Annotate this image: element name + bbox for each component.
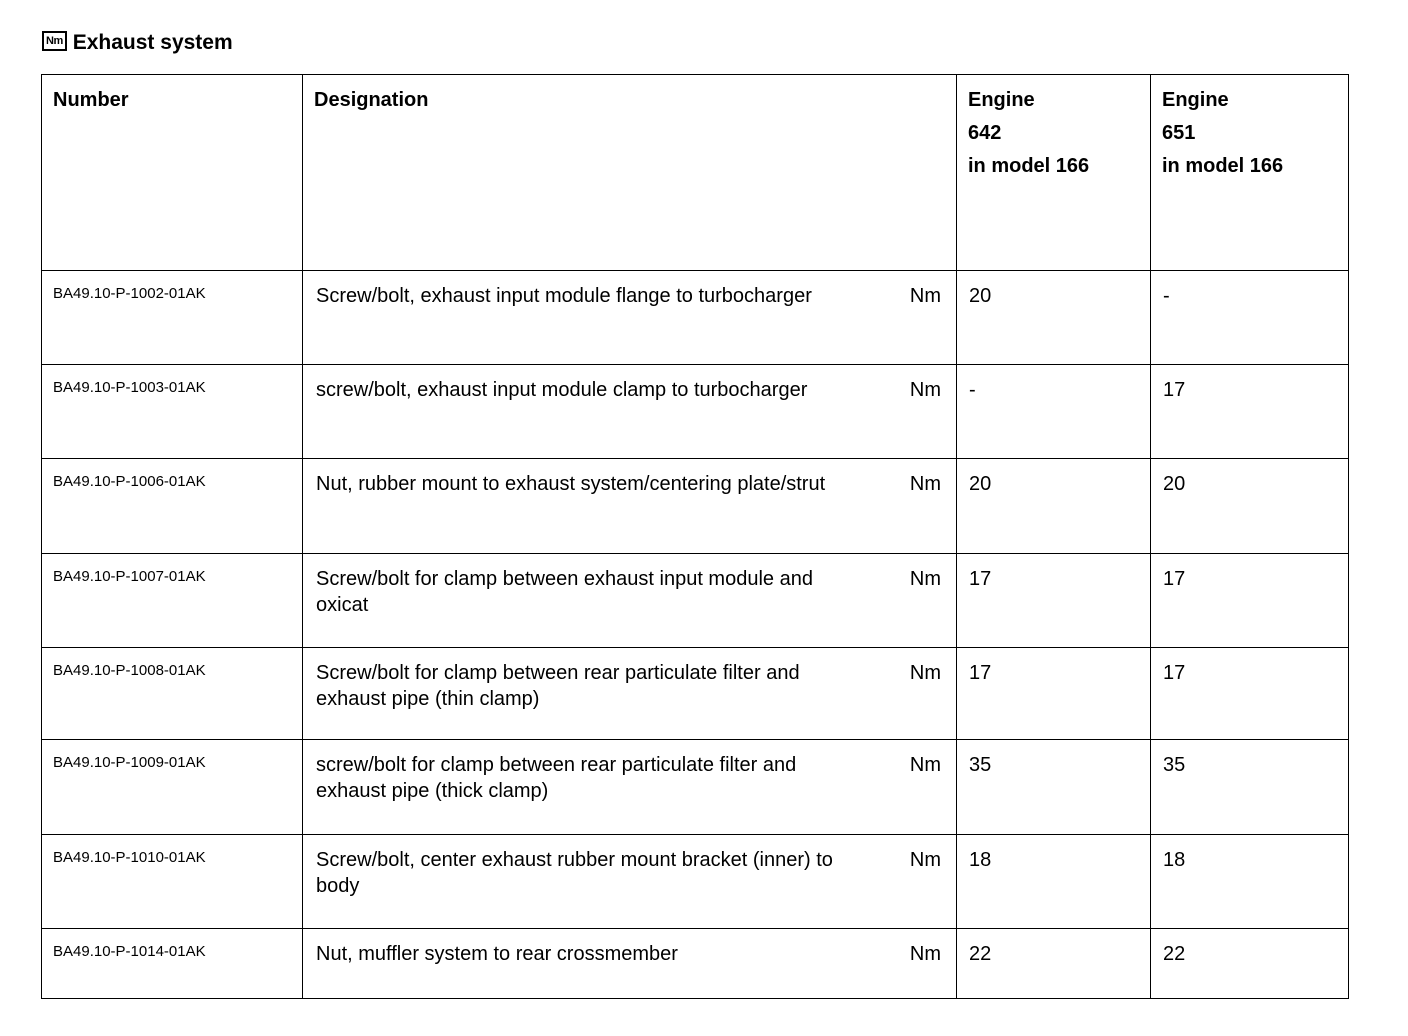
row-number: BA49.10-P-1003-01AK <box>42 365 303 459</box>
row-value-651: 18 <box>1151 835 1349 929</box>
row-designation <box>303 271 957 365</box>
row-designation <box>303 740 957 835</box>
unit-label: Nm <box>909 473 941 495</box>
header-number: Number <box>42 75 303 271</box>
row-designation <box>303 929 957 999</box>
row-designation <box>303 648 957 740</box>
row-value-651: - <box>1151 271 1349 365</box>
unit-label: Nm <box>909 285 941 307</box>
table-row <box>42 929 1349 999</box>
table-row <box>42 271 1349 365</box>
header-engine-642 <box>957 75 1151 271</box>
row-number: BA49.10-P-1009-01AK <box>42 740 303 835</box>
header-engine-642-line: Engine <box>968 89 1035 111</box>
row-number: BA49.10-P-1007-01AK <box>42 554 303 648</box>
table-row <box>42 459 1349 554</box>
unit-label: Nm <box>909 379 941 401</box>
designation-text: screw/bolt for clamp between rear particulate filter and exhaust pipe (thick clamp) <box>316 754 797 802</box>
header-engine-651 <box>1151 75 1349 271</box>
row-value-642: 20 <box>957 459 1151 554</box>
designation-text: Screw/bolt, center exhaust rubber mount bracket (inner) to body <box>316 849 833 897</box>
header-engine-642-line: in model 166 <box>968 155 1090 177</box>
row-number: BA49.10-P-1006-01AK <box>42 459 303 554</box>
unit-label: Nm <box>909 849 941 871</box>
row-designation <box>303 365 957 459</box>
row-value-651: 20 <box>1151 459 1349 554</box>
header-engine-651-line: in model 166 <box>1162 155 1284 177</box>
row-value-642: 20 <box>957 271 1151 365</box>
designation-text: Screw/bolt for clamp between rear particulate filter and exhaust pipe (thin clamp) <box>316 662 800 710</box>
row-number: BA49.10-P-1008-01AK <box>42 648 303 740</box>
designation-text: Screw/bolt, exhaust input module flange to turbocharger <box>316 285 812 307</box>
torque-nm-icon: Nm <box>42 31 67 51</box>
torque-table <box>41 74 1349 999</box>
unit-label: Nm <box>909 754 941 776</box>
header-engine-651-line: 651 <box>1162 122 1196 144</box>
header-engine-642-line: 642 <box>968 122 1002 144</box>
section-title: Exhaust system <box>72 31 233 54</box>
row-designation <box>303 554 957 648</box>
row-designation <box>303 835 957 929</box>
row-value-642: 22 <box>957 929 1151 999</box>
row-number: BA49.10-P-1014-01AK <box>42 929 303 999</box>
row-value-651: 22 <box>1151 929 1349 999</box>
table-row <box>42 554 1349 648</box>
table-row <box>42 648 1349 740</box>
header-designation: Designation <box>303 75 957 271</box>
row-value-642: 35 <box>957 740 1151 835</box>
row-value-642: 17 <box>957 648 1151 740</box>
unit-label: Nm <box>909 568 941 590</box>
row-value-651: 17 <box>1151 648 1349 740</box>
row-value-642: - <box>957 365 1151 459</box>
header-engine-651-line: Engine <box>1162 89 1229 111</box>
section-heading <box>42 28 233 58</box>
designation-text: Screw/bolt for clamp between exhaust input module and oxicat <box>316 568 813 616</box>
table-header-row <box>42 75 1349 271</box>
row-value-651: 17 <box>1151 365 1349 459</box>
table-row <box>42 740 1349 835</box>
row-value-642: 18 <box>957 835 1151 929</box>
row-designation <box>303 459 957 554</box>
table-row <box>42 835 1349 929</box>
designation-text: Nut, rubber mount to exhaust system/centering plate/strut <box>316 473 826 495</box>
row-number: BA49.10-P-1010-01AK <box>42 835 303 929</box>
row-number: BA49.10-P-1002-01AK <box>42 271 303 365</box>
table-row <box>42 365 1349 459</box>
row-value-651: 35 <box>1151 740 1349 835</box>
row-value-642: 17 <box>957 554 1151 648</box>
row-value-651: 17 <box>1151 554 1349 648</box>
unit-label: Nm <box>909 662 941 684</box>
designation-text: screw/bolt, exhaust input module clamp to turbocharger <box>316 379 808 401</box>
designation-text: Nut, muffler system to rear crossmember <box>316 943 678 965</box>
unit-label: Nm <box>909 943 941 965</box>
